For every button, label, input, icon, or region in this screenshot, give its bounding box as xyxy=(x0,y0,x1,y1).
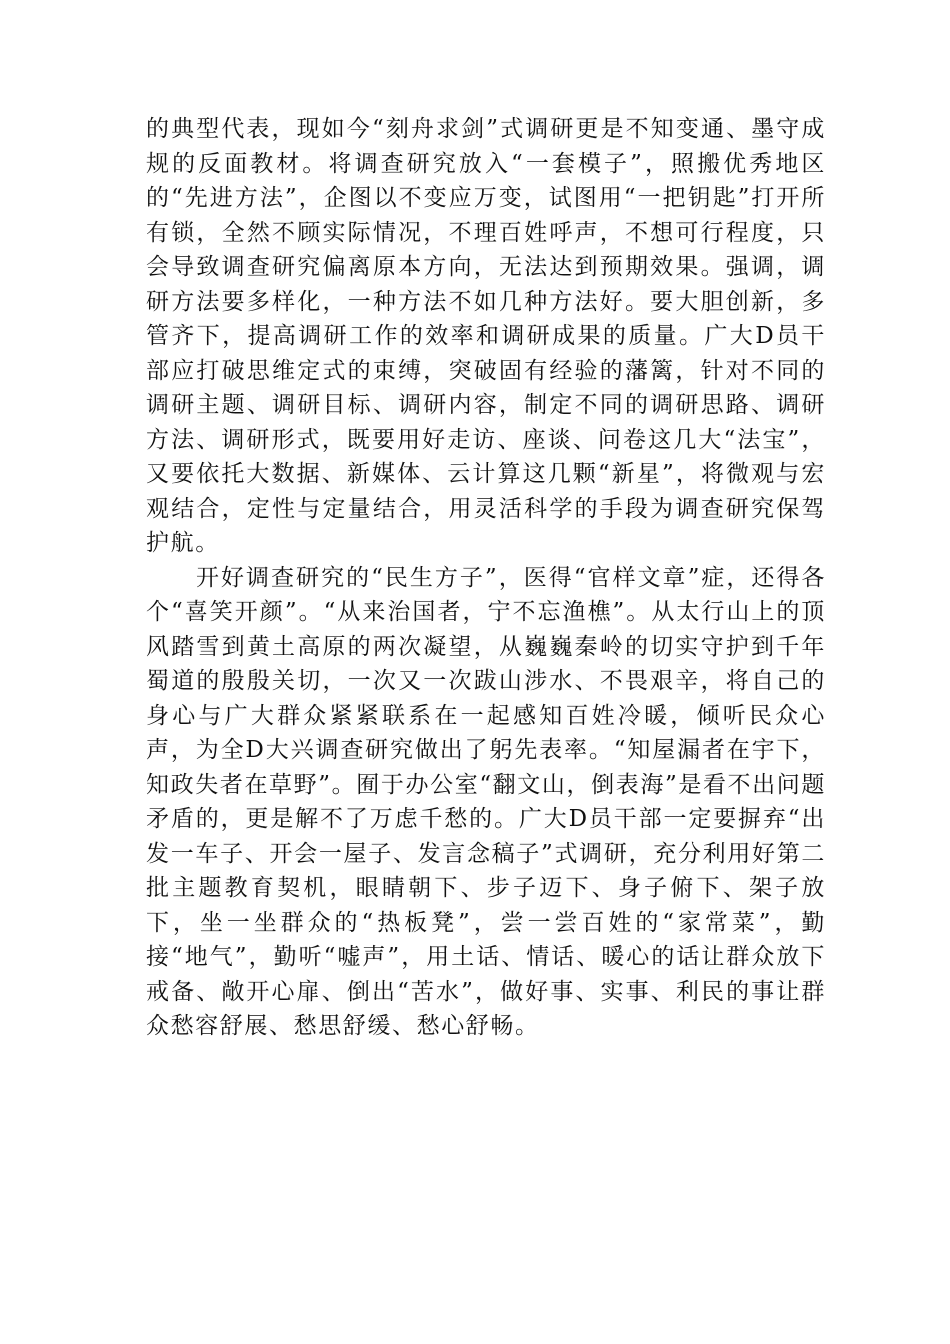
document-body xyxy=(146,112,826,1044)
paragraph-continuation: 的典型代表，现如今“刻舟求剑”式调研更是不知变通、墨守成规的反面教材。将调查研究放入“一套模子”，照搬优秀地区的“先进方法”，企图以不变应万变，试图用“一把钥匙”打开所有锁，全然不顾实际情况，不理百姓呼声，不想可行程度，只会导致调查研究偏离原本方向，无法达到预期效果。强调，调研方法要多样化，一种方法不如几种方法好。要大胆创新，多管齐下，提高调研工作的效率和调研成果的质量。广大D员干部应打破思维定式的束缚，突破固有经验的藩篱，针对不同的调研主题、调研目标、调研内容，制定不同的调研思路、调研方法、调研形式，既要用好走访、座谈、问卷这几大“法宝”，又要依托大数据、新媒体、云计算这几颗“新星”，将微观与宏观结合，定性与定量结合，用灵活科学的手段为调查研究保驾护航。 xyxy=(146,116,826,556)
paragraph-minsheng: 开好调查研究的“民生方子”，医得“官样文章”症，还得各个“喜笑开颜”。“从来治国者，宁不忘渔樵”。从太行山上的顶风踏雪到黄土高原的两次凝望，从巍巍秦岭的切实守护到千年蜀道的殷殷关切，一次又一次跋山涉水、不畏艰辛，将自己的身心与广大群众紧紧联系在一起感知百姓冷暖，倾听民众心声，为全D大兴调查研究做出了躬先表率。“知屋漏者在宇下，知政失者在草野”。囿于办公室“翻文山，倒表海”是看不出问题矛盾的，更是解不了万虑千愁的。广大D员干部一定要摒弃“出发一车子、开会一屋子、发言念稿子”式调研，充分利用好第二批主题教育契机，眼睛朝下、步子迈下、身子俯下、架子放下，坐一坐群众的“热板凳”，尝一尝百姓的“家常菜”，勤接“地气”，勤听“嘘声”，用土话、情话、暖心的话让群众放下戒备、敞开心扉、倒出“苦水”，做好事、实事、利民的事让群众愁容舒展、愁思舒缓、愁心舒畅。 xyxy=(146,564,826,1039)
